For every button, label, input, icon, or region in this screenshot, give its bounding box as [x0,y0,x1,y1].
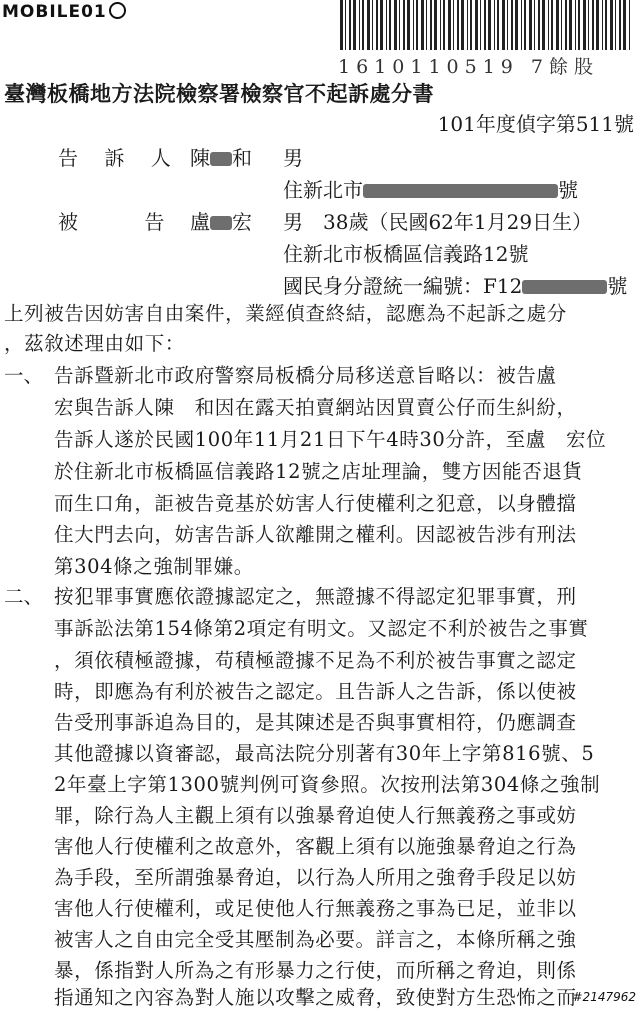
barcode-bar [524,0,526,50]
barcode-bar [353,0,356,50]
defendant-id-suffix: 號 [607,274,628,298]
barcode-bar [551,0,553,50]
case-number: 101年度偵字第511號 [437,112,634,136]
barcode-bar [389,0,391,50]
mobile01-logo [2,2,126,22]
barcode-bar [359,0,360,50]
redaction [210,216,232,230]
barcode-bar [494,0,495,50]
complainant-address-prefix: 住新北市 [283,178,363,202]
barcode-bar [461,0,464,50]
redaction [522,280,607,294]
logo-ring-icon [109,2,126,19]
barcode-bar [515,0,518,50]
barcode-number: 1610110519 7餘股 [338,56,600,78]
section-1-line: 而生口角，詎被告竟基於妨害人行使權利之犯意，以身體擋 [54,492,577,515]
section-2-line: 罪，除行為人主觀上須有以強暴脅迫使人行無義務之事或妨 [54,804,577,827]
intro-line: ，茲敘述理由如下： [4,332,185,355]
section-2-line: 事訴訟法第154條第2項定有明文。又認定不利於被告之事實 [54,617,589,640]
barcode-bar [578,0,580,50]
barcode-bar [529,0,532,50]
section-2-line: 按犯罪事實應依證據認定之，無證據不得認定犯罪事實，刑 [54,585,577,608]
section-2-line: 時，即應為有利於被告之認定。且告訴人之告訴，係以使被 [54,680,577,703]
barcode-bar [583,0,586,50]
barcode-bar [538,0,540,50]
barcode-bar [399,0,400,50]
complainant-address-suffix: 號 [558,178,578,202]
barcode-bar [362,0,364,50]
barcode [338,0,634,50]
barcode-bar [521,0,522,50]
barcode-bar [340,0,343,50]
section-2-line: 2年臺上字第1300號判例可資參照。次按刑法第304條之強制 [54,773,601,796]
barcode-bar [542,0,545,50]
section-2-line: 為手段，至所謂強暴脅迫，以行為人所用之強脅手段足以妨 [54,866,577,889]
defendant-name-end: 宏 [232,210,252,234]
section-1-line: 告訴人遂於民國100年11月21日下午4時30分許，至盧 宏位 [54,428,607,451]
barcode-bar [380,0,383,50]
defendant-id-prefix: 國民身分證統一編號：F12 [283,274,523,298]
watermark: #2147962 [572,990,636,1004]
barcode-bar [421,0,424,50]
complainant-role: 告 訴 人 [58,146,181,170]
defendant-address: 住新北市板橋區信義路12號 [283,242,529,266]
defendant-details: 男 38歲（民國62年1月29日生） [283,210,593,234]
complainant-name-end: 和 [232,146,252,170]
barcode-bar [592,0,594,50]
barcode-bar [484,0,486,50]
barcode-bar [457,0,459,50]
section-1-line: 宏與告訴人陳 和因在露天拍賣網站因買賣公仔而生糾紛， [54,396,577,419]
section-1-line: 第304條之強制罪嫌。 [54,555,254,578]
barcode-bar [511,0,513,50]
barcode-bar [488,0,491,50]
barcode-bar [561,0,562,50]
barcode-bar [610,0,613,50]
section-2-marker: 二、 [4,585,44,608]
barcode-bar [430,0,432,50]
barcode-bar [588,0,589,50]
barcode-bar [453,0,454,50]
section-1-line: 於住新北市板橋區信義路12號之店址理論，雙方因能否退貨 [54,460,583,483]
section-2-line: 指通知之內容為對人施以攻擊之威脅，致使對方生恐怖之而 [54,986,577,1009]
section-2-line: 被害人之自由完全受其壓制為必要。詳言之，本條所稱之強 [54,928,577,951]
barcode-bar [349,0,351,50]
complainant-sex: 男 [283,146,303,170]
barcode-bar [556,0,559,50]
barcode-bar [386,0,387,50]
barcode-bar [548,0,549,50]
section-2-line: ，須依積極證據，苟積極證據不足為不利於被告事實之認定 [54,649,577,672]
barcode-bar [605,0,607,50]
barcode-bar [345,0,346,50]
intro-line: 上列被告因妨害自由案件，業經偵查終結，認應為不起訴之處分 [4,302,567,325]
section-1-marker: 一、 [4,364,44,387]
section-1-line: 告訴暨新北市政府警察局板橋分局移送意旨略以：被告盧 [54,364,557,387]
redaction [363,184,558,198]
section-2-line: 其他證據以資審認，最高法院分別著有30年上字第816號、5 [54,742,595,765]
barcode-bar [403,0,405,50]
section-2-line: 告受刑事訴追為目的，是其陳述是否與事實相符，仍應調查 [54,711,577,734]
barcode-bar [596,0,599,50]
barcode-bar [507,0,508,50]
defendant-name [190,206,252,235]
section-2-line: 害他人行使權利之故意外，客觀上須有以施強暴脅迫之行為 [54,835,577,858]
barcode-bar [575,0,576,50]
barcode-bar [569,0,572,50]
barcode-bar [470,0,472,50]
barcode-bar [372,0,373,50]
barcode-bar [367,0,370,50]
barcode-bar [475,0,478,50]
complainant-name [190,142,252,171]
barcode-bar [443,0,445,50]
barcode-bar [480,0,481,50]
section-1-line: 住大門去向，妨害告訴人欲離開之權利。因認被告涉有刑法 [54,523,577,546]
barcode-bar [413,0,414,50]
barcode-bar [619,0,621,50]
barcode-bar [565,0,567,50]
defendant-role: 被 告 [58,210,165,234]
barcode-bar [467,0,468,50]
barcode-bar [407,0,410,50]
barcode-bar [376,0,378,50]
barcode-bar [615,0,616,50]
barcode-bar [440,0,441,50]
barcode-bar [629,0,630,50]
redaction [210,152,232,166]
document-title: 臺灣板橋地方法院檢察署檢察官不起訴處分書 [4,81,434,106]
section-2-line: 害他人行使權利，或足使他人行無義務之事為已足，並非以 [54,897,577,920]
barcode-bar [426,0,427,50]
barcode-bar [434,0,437,50]
logo-text: MOBILE01 [2,2,107,22]
section-2-line: 暴，係指對人所為之有形暴力之行使，而所稱之脅迫，則係 [54,959,577,982]
complainant-address [283,174,578,203]
barcode-bar [448,0,451,50]
complainant-name-start: 陳 [190,146,210,170]
barcode-bar [534,0,535,50]
defendant-id [283,270,627,299]
barcode-bar [602,0,603,50]
defendant-name-start: 盧 [190,210,210,234]
barcode-bar [502,0,505,50]
barcode-bar [497,0,499,50]
barcode-bar [623,0,626,50]
barcode-bar [394,0,397,50]
barcode-bar [416,0,418,50]
